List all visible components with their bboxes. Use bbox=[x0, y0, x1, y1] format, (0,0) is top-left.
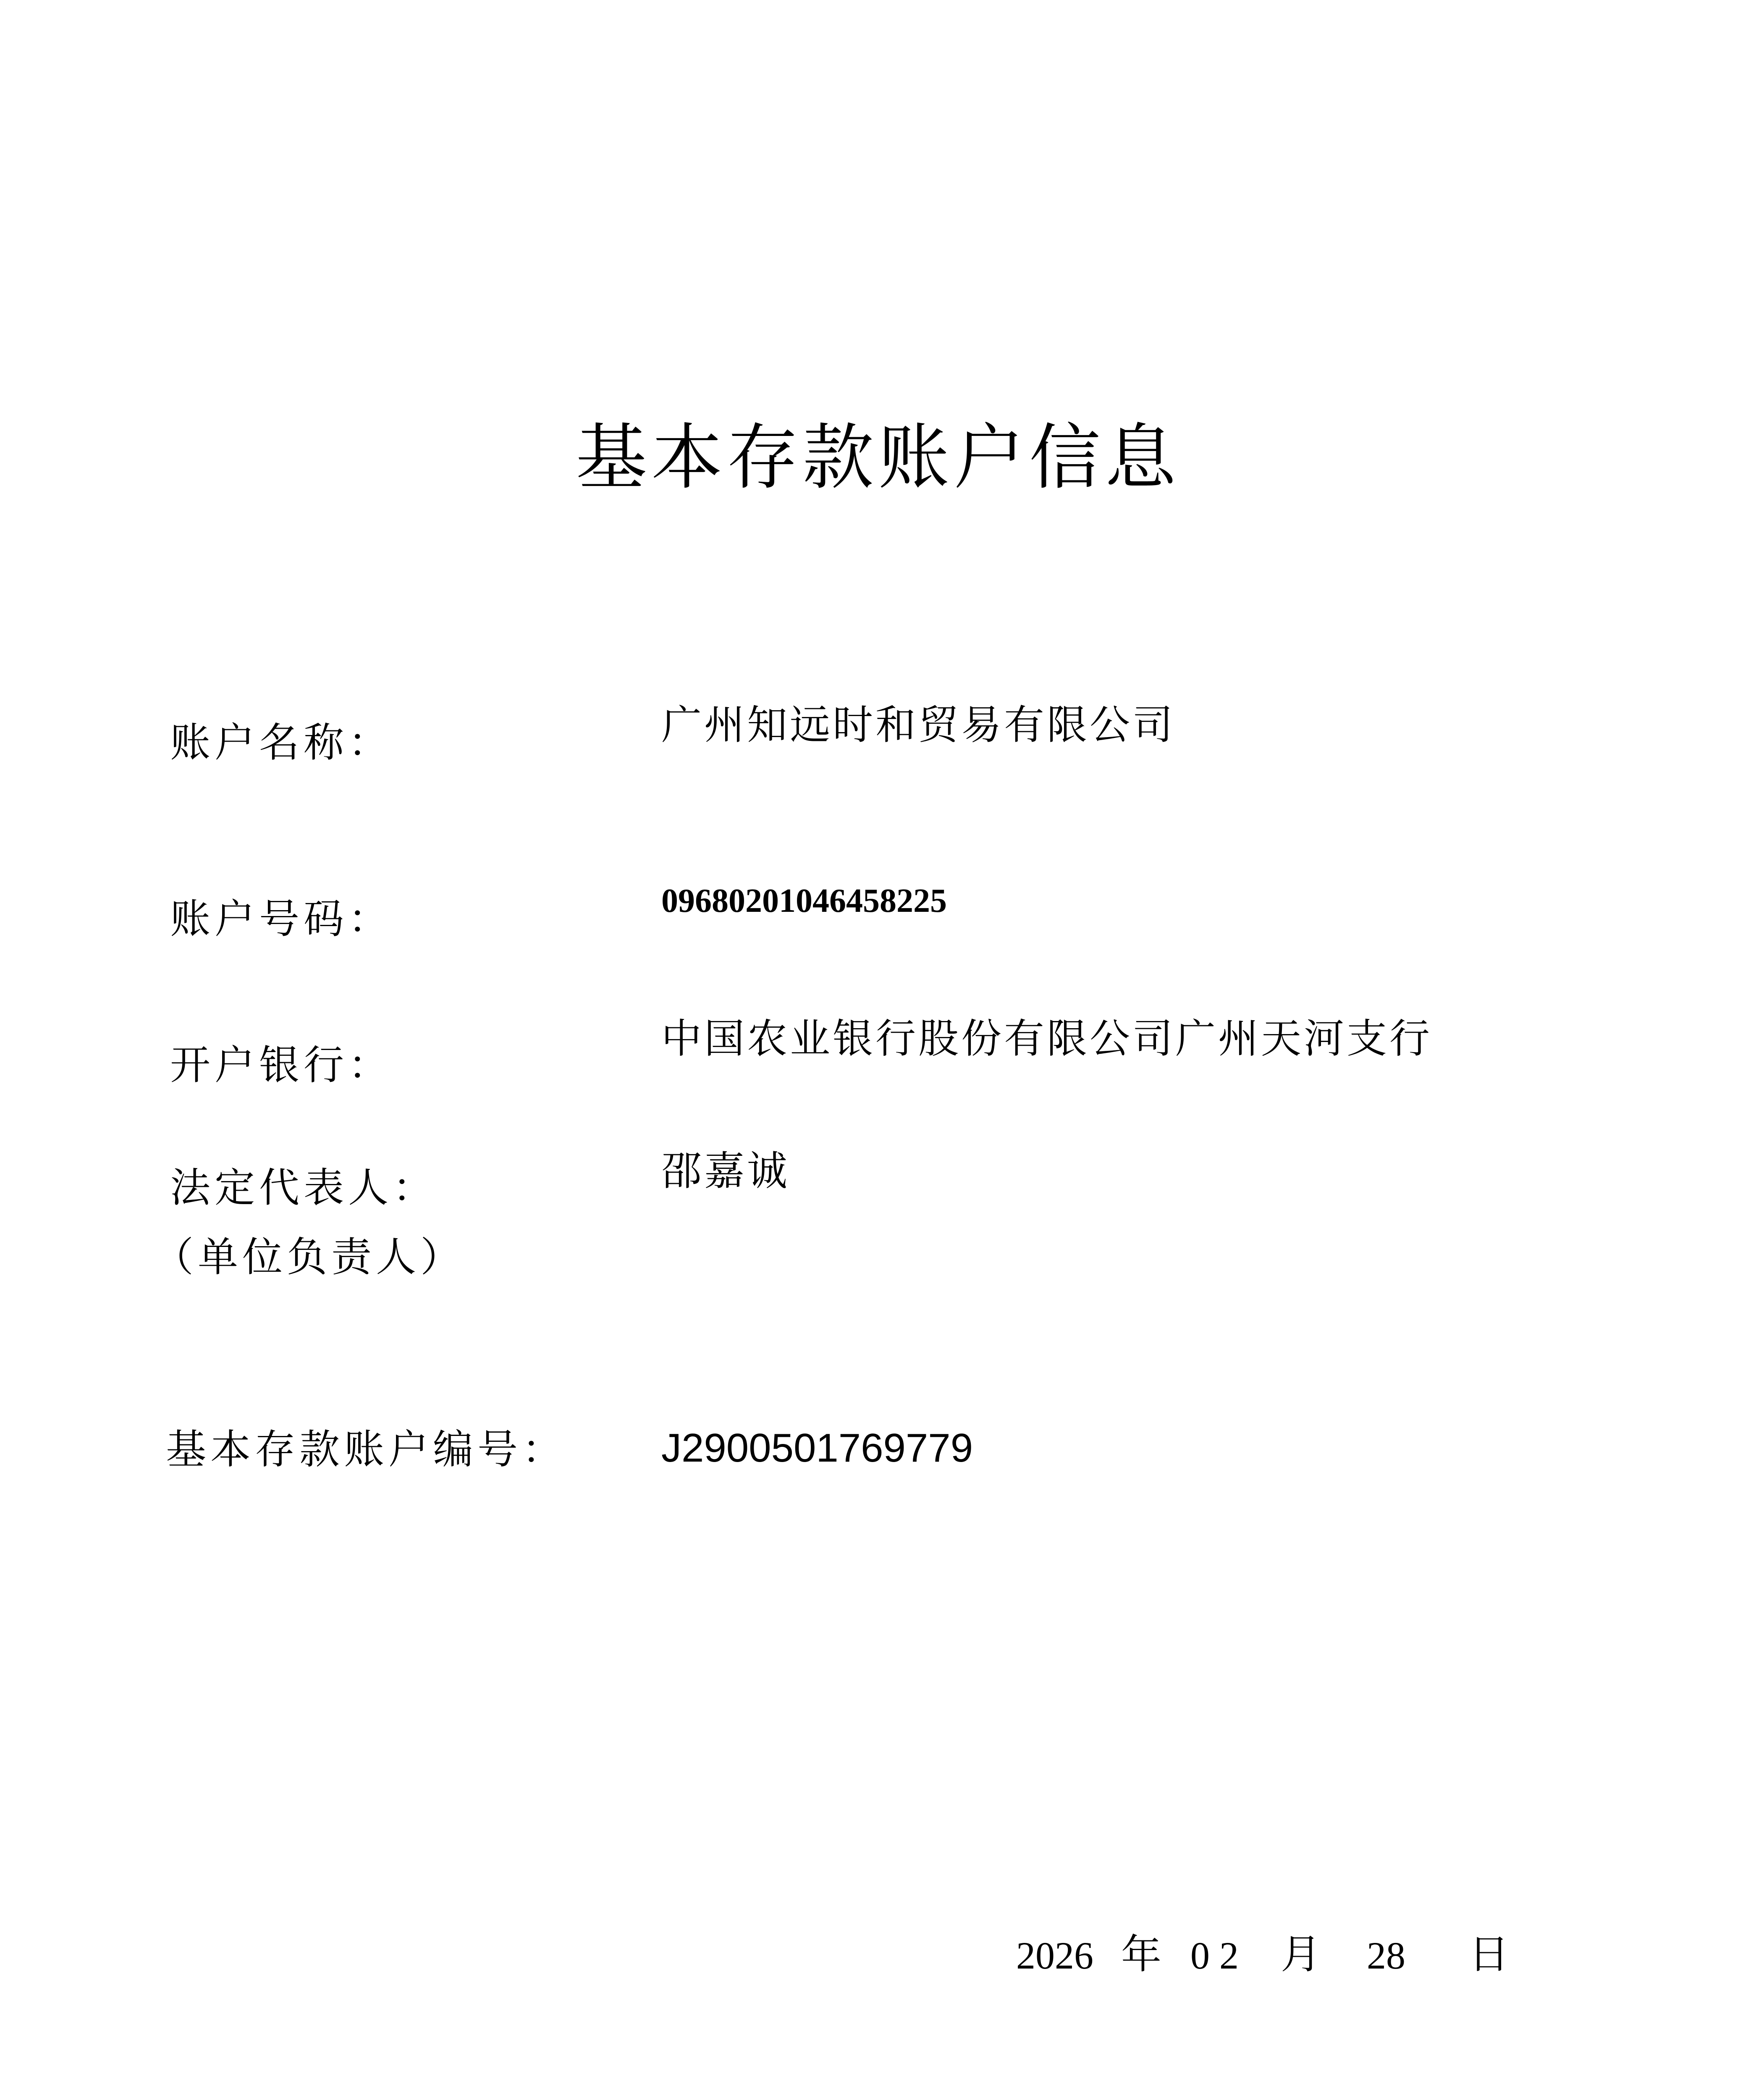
account-number-value: 09680201046458225 bbox=[661, 882, 947, 919]
basic-account-code-value: J2900501769779 bbox=[661, 1425, 973, 1470]
bank-label: 开户银行： bbox=[170, 1042, 393, 1089]
date-day-unit: 日 bbox=[1469, 1931, 1509, 1978]
basic-account-code-label: 基本存款账户编号： bbox=[166, 1426, 566, 1473]
date-day: 28 bbox=[1367, 1934, 1405, 1977]
date-year: 2026 bbox=[1016, 1934, 1093, 1977]
account-name-value: 广州知远时和贸易有限公司 bbox=[661, 701, 1175, 748]
date-month: 0 2 bbox=[1190, 1934, 1239, 1977]
account-name-label: 账户名称： bbox=[170, 719, 393, 766]
date-month-unit: 月 bbox=[1281, 1931, 1321, 1978]
account-number-label: 账户号码： bbox=[170, 895, 393, 942]
legal-rep-label: 法定代表人： bbox=[170, 1164, 437, 1211]
bank-value: 中国农业银行股份有限公司广州天河支行 bbox=[661, 1015, 1432, 1062]
date-year-unit: 年 bbox=[1121, 1931, 1161, 1978]
legal-rep-sublabel: （单位负责人） bbox=[153, 1234, 465, 1281]
document-title: 基本存款账户信息 bbox=[575, 416, 1180, 499]
legal-rep-value: 邵嘉诚 bbox=[661, 1147, 790, 1194]
